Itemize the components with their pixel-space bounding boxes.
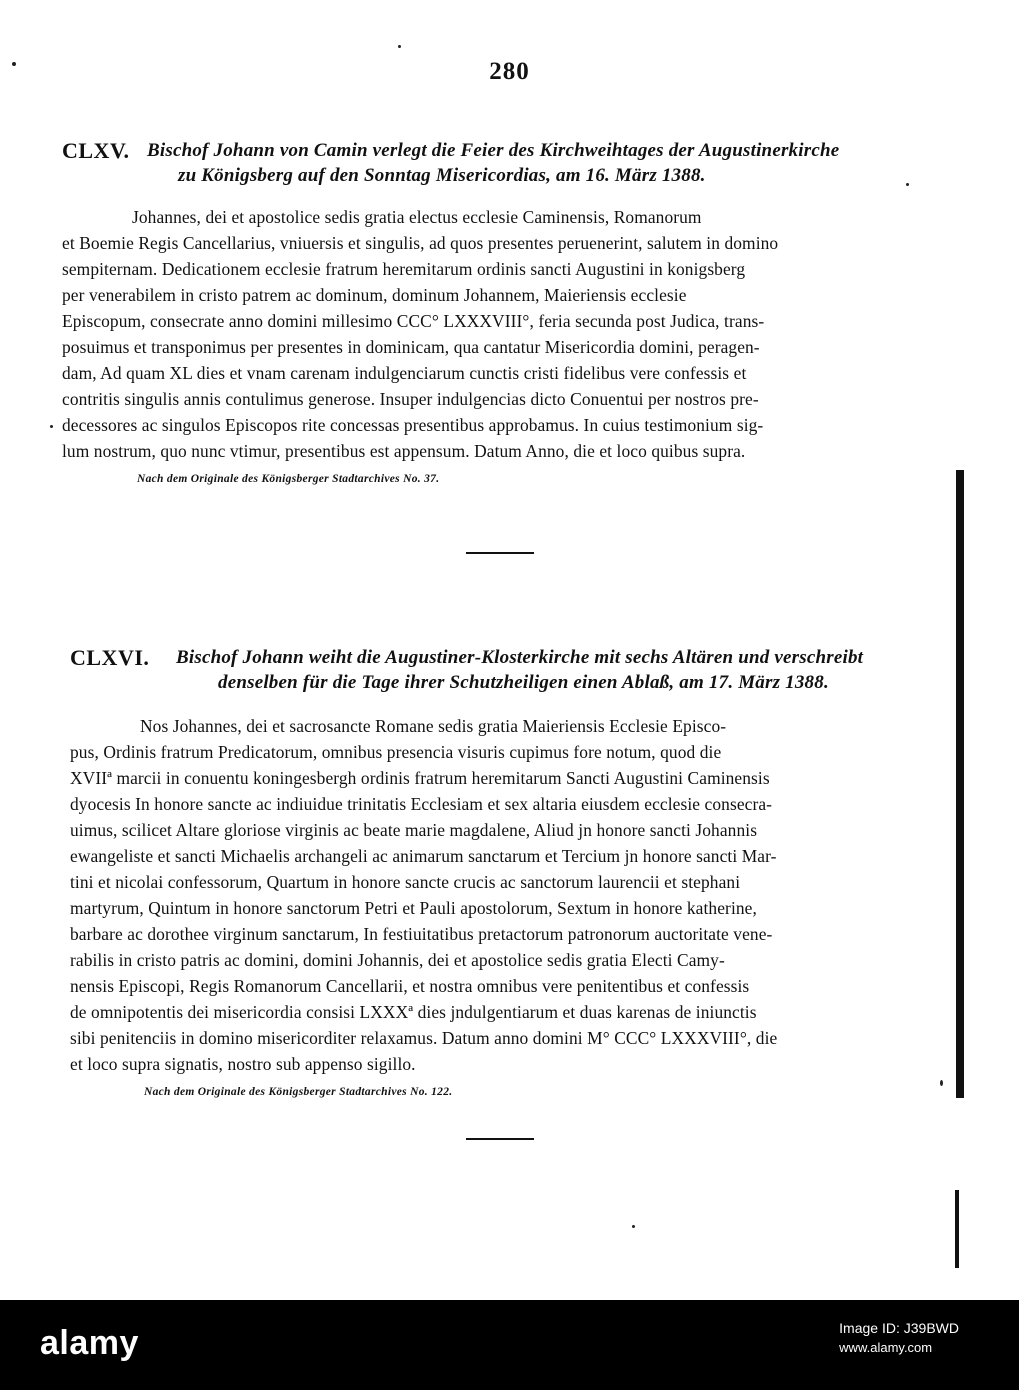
body-line: rabilis in cristo patris ac domini, domini Johannis, dei et apostolice sedis gratia Electi Camy-: [70, 950, 725, 970]
document-number: CLXV.: [62, 138, 130, 163]
body-line: martyrum, Quintum in honore sanctorum Petri et Pauli apostolorum, Sextum in honore katherine,: [70, 898, 757, 918]
page-number: 280: [489, 58, 530, 85]
scan-speck: [632, 1225, 635, 1228]
body-line: lum nostrum, quo nunc vtimur, presentibus est appensum. Datum Anno, die et loco quibus supra.: [62, 441, 746, 461]
document-heading-line: Bischof Johann von Camin verlegt die Feier des Kirchweihtages der Augustinerkirche: [147, 140, 840, 161]
document-heading-line: zu Königsberg auf den Sonntag Misericordias, am 16. März 1388.: [178, 165, 706, 186]
body-line: sempiternam. Dedicationem ecclesie fratrum heremitarum ordinis sancti Augustini in konigsberg: [62, 259, 746, 279]
watermark-url: www.alamy.com: [839, 1340, 933, 1355]
body-line: dam, Ad quam XL dies et vnam carenam indulgenciarum cunctis cristi fidelibus vere confessis et: [62, 363, 747, 383]
image-id: Image ID: J39BWD: [839, 1320, 959, 1336]
body-line: Nos Johannes, dei et sacrosancte Romane sedis gratia Maieriensis Ecclesie Episco-: [140, 716, 727, 736]
body-line: per venerabilem in cristo patrem ac dominum, dominum Johannem, Maieriensis ecclesie: [62, 285, 687, 305]
body-line: barbare ac dorothee virginum sanctarum, In festiuitatibus pretactorum patronorum auctoritate vene-: [70, 924, 773, 944]
body-line: ewangeliste et sancti Michaelis archangeli ac animarum sanctarum et Tercium jn honore sancti Mar-: [70, 846, 777, 866]
section-divider: [466, 552, 534, 554]
body-line: tini et nicolai confessorum, Quartum in honore sancte crucis ac sanctorum laurencii et stephani: [70, 872, 741, 892]
body-line: sibi penitenciis in domino misericorditer relaxamus. Datum anno domini M° CCC° LXXXVIII°, die: [70, 1028, 778, 1048]
body-line: pus, Ordinis fratrum Predicatorum, omnibus presencia visuris cupimus fore notum, quod die: [70, 742, 722, 762]
scan-edge-shadow: [956, 470, 964, 1098]
document-number: CLXVI.: [70, 645, 150, 670]
source-note: Nach dem Originale des Königsberger Stadtarchives No. 122.: [144, 1086, 453, 1098]
scan-speck: [12, 62, 16, 66]
body-line: de omnipotentis dei misericordia consisi LXXXª dies jndulgentiarum et duas karenas de iniunctis: [70, 1002, 757, 1022]
body-line: decessores ac singulos Episcopos rite concessas presentibus approbamus. In cuius testimonium sig-: [62, 415, 764, 435]
source-note: Nach dem Originale des Königsberger Stadtarchives No. 37.: [137, 473, 440, 485]
body-line: XVIIª marcii in conuentu koningesbergh ordinis fratrum heremitarum Sancti Augustini Caminensis: [70, 768, 770, 788]
section-divider: [466, 1138, 534, 1140]
scan-speck: [50, 425, 53, 428]
alamy-logo: alamy: [40, 1324, 139, 1362]
image-id-block: [839, 1320, 959, 1355]
body-line: uimus, scilicet Altare gloriose virginis ac beate marie magdalene, Aliud jn honore sancti Johannis: [70, 820, 758, 840]
body-line: posuimus et transponimus per presentes in dominicam, qua cantatur Misericordia domini, peragen-: [62, 337, 760, 357]
body-line: Episcopum, consecrate anno domini millesimo CCC° LXXXVIII°, feria secunda post Judica, trans-: [62, 311, 765, 331]
scan-speck: [398, 45, 401, 48]
body-line: et Boemie Regis Cancellarius, vniuersis et singulis, ad quos presentes peruenerint, salutem in domino: [62, 233, 779, 253]
body-line: Johannes, dei et apostolice sedis gratia electus ecclesie Caminensis, Romanorum: [132, 207, 702, 227]
body-line: contritis singulis annis contulimus generose. Insuper indulgencias dicto Conuentui per nostros pre-: [62, 389, 759, 409]
scan-edge-shadow: [955, 1190, 959, 1268]
scan-speck: [940, 1080, 943, 1086]
document-heading-line: Bischof Johann weiht die Augustiner-Klosterkirche mit sechs Altären und verschreibt: [176, 647, 864, 668]
watermark-bar: [0, 1300, 1019, 1390]
body-line: et loco supra signatis, nostro sub appenso sigillo.: [70, 1054, 416, 1074]
scan-speck: [906, 183, 909, 186]
body-line: nensis Episcopi, Regis Romanorum Cancellarii, et nostra omnibus vere penitentibus et confessis: [70, 976, 750, 996]
document-heading-line: denselben für die Tage ihrer Schutzheiligen einen Ablaß, am 17. März 1388.: [218, 672, 829, 693]
body-line: dyocesis In honore sancte ac indiuidue trinitatis Ecclesiam et sex altaria eiusdem ecclesie consecra-: [70, 794, 773, 814]
